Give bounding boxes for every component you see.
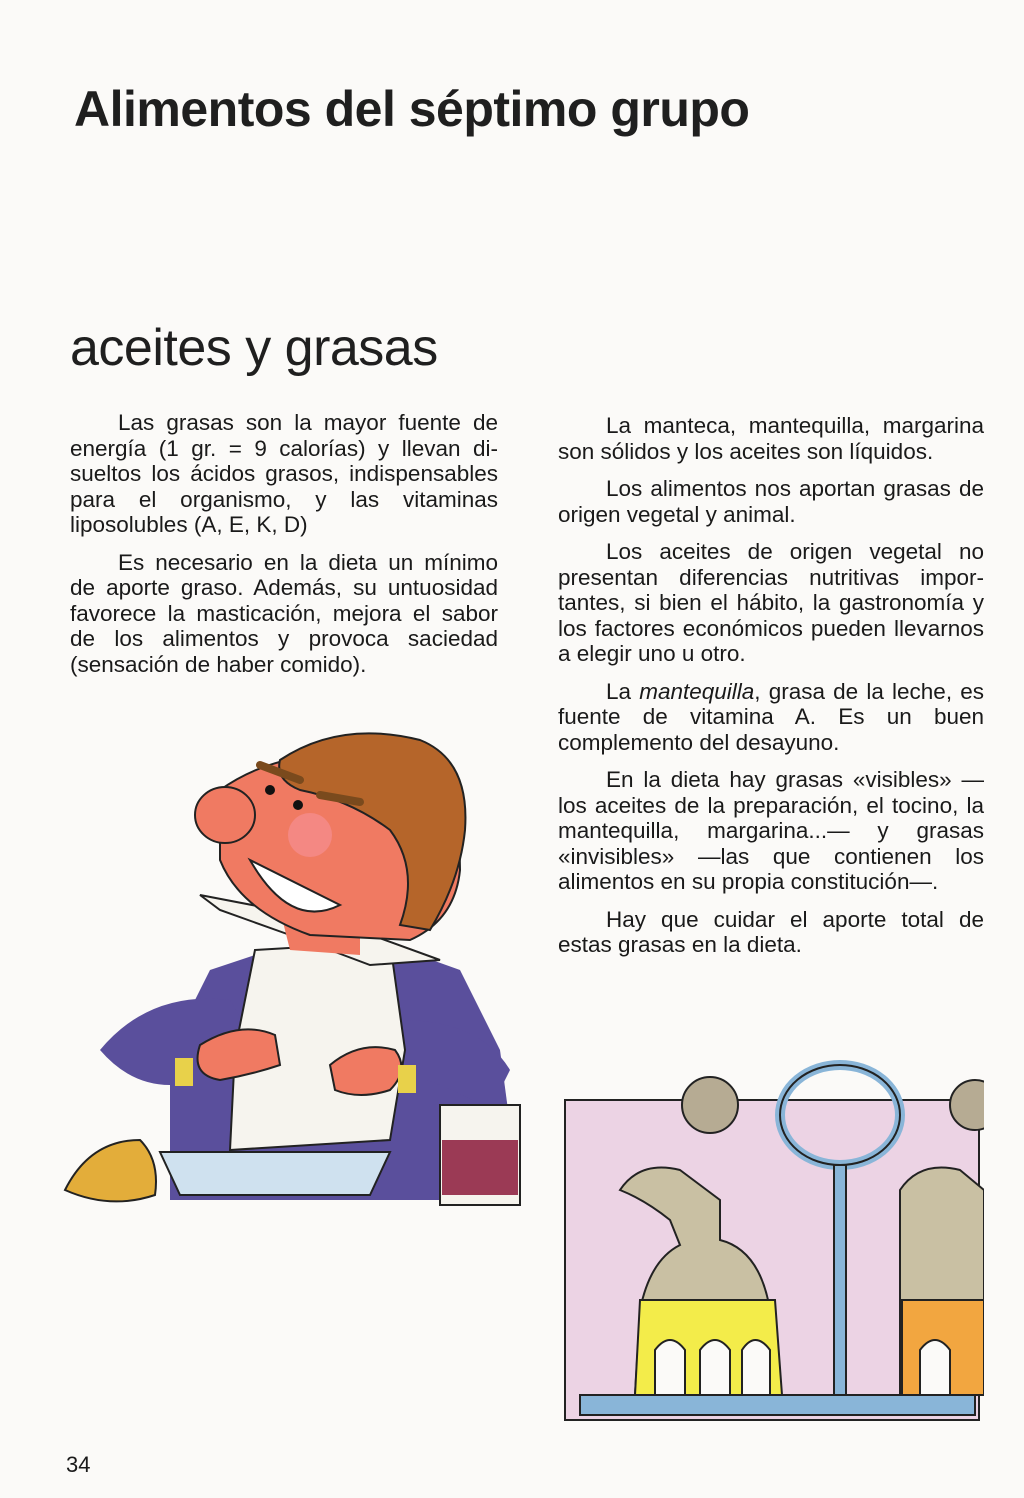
section-subtitle: aceites y grasas <box>70 319 438 377</box>
paragraph-lead: La <box>606 678 640 704</box>
paragraph <box>558 679 984 756</box>
paragraph: Las grasas son la mayor fuente de energía (1 gr. = 9 calorías) y llevan disueltos los ácidos grasos, indispensables para el organismo, y las vitaminas liposolubles (A, E, K, D) <box>70 410 498 537</box>
paragraph: Hay que cuidar el aporte total de estas grasas en la dieta. <box>558 906 984 957</box>
paragraph: La manteca, mantequilla, margarina son sólidos y los aceites son líquidos. <box>558 413 984 464</box>
paragraph: En la dieta hay grasas «visibles» —los aceites de la preparación, el tocino, la mantequilla, margarina...— y grasas «invisibles» —las que contienen los alimentos en su propia constitución—. <box>558 767 984 894</box>
right-text-column <box>558 413 984 970</box>
paragraph: Es necesario en la dieta un mínimo de aporte graso. Además, su untuosidad favorece la masticación, mejora el sabor de los alimentos y provoca saciedad (sensación de haber comido). <box>70 549 498 677</box>
left-text-column <box>70 410 498 689</box>
page-title: Alimentos del séptimo grupo <box>74 81 750 137</box>
page-number: 34 <box>66 1452 91 1477</box>
emphasis-mantequilla: mantequilla <box>639 678 755 704</box>
paragraph: Los aceites de origen vegetal no presentan diferencias nutritivas importantes, si bien el hábito, la gastronomía y los factores económicos pueden llevarnos a elegir uno u otro. <box>558 539 984 666</box>
smiling-man-with-napkin-icon <box>60 720 540 1220</box>
oil-and-vinegar-cruet-icon <box>560 1060 984 1422</box>
paragraph-rest: , grasa de la leche, es fuente de vitamina A. Es un buen complemento del desayuno. <box>558 678 984 755</box>
paragraph: Los alimentos nos aportan grasas de origen vegetal y animal. <box>558 476 984 527</box>
